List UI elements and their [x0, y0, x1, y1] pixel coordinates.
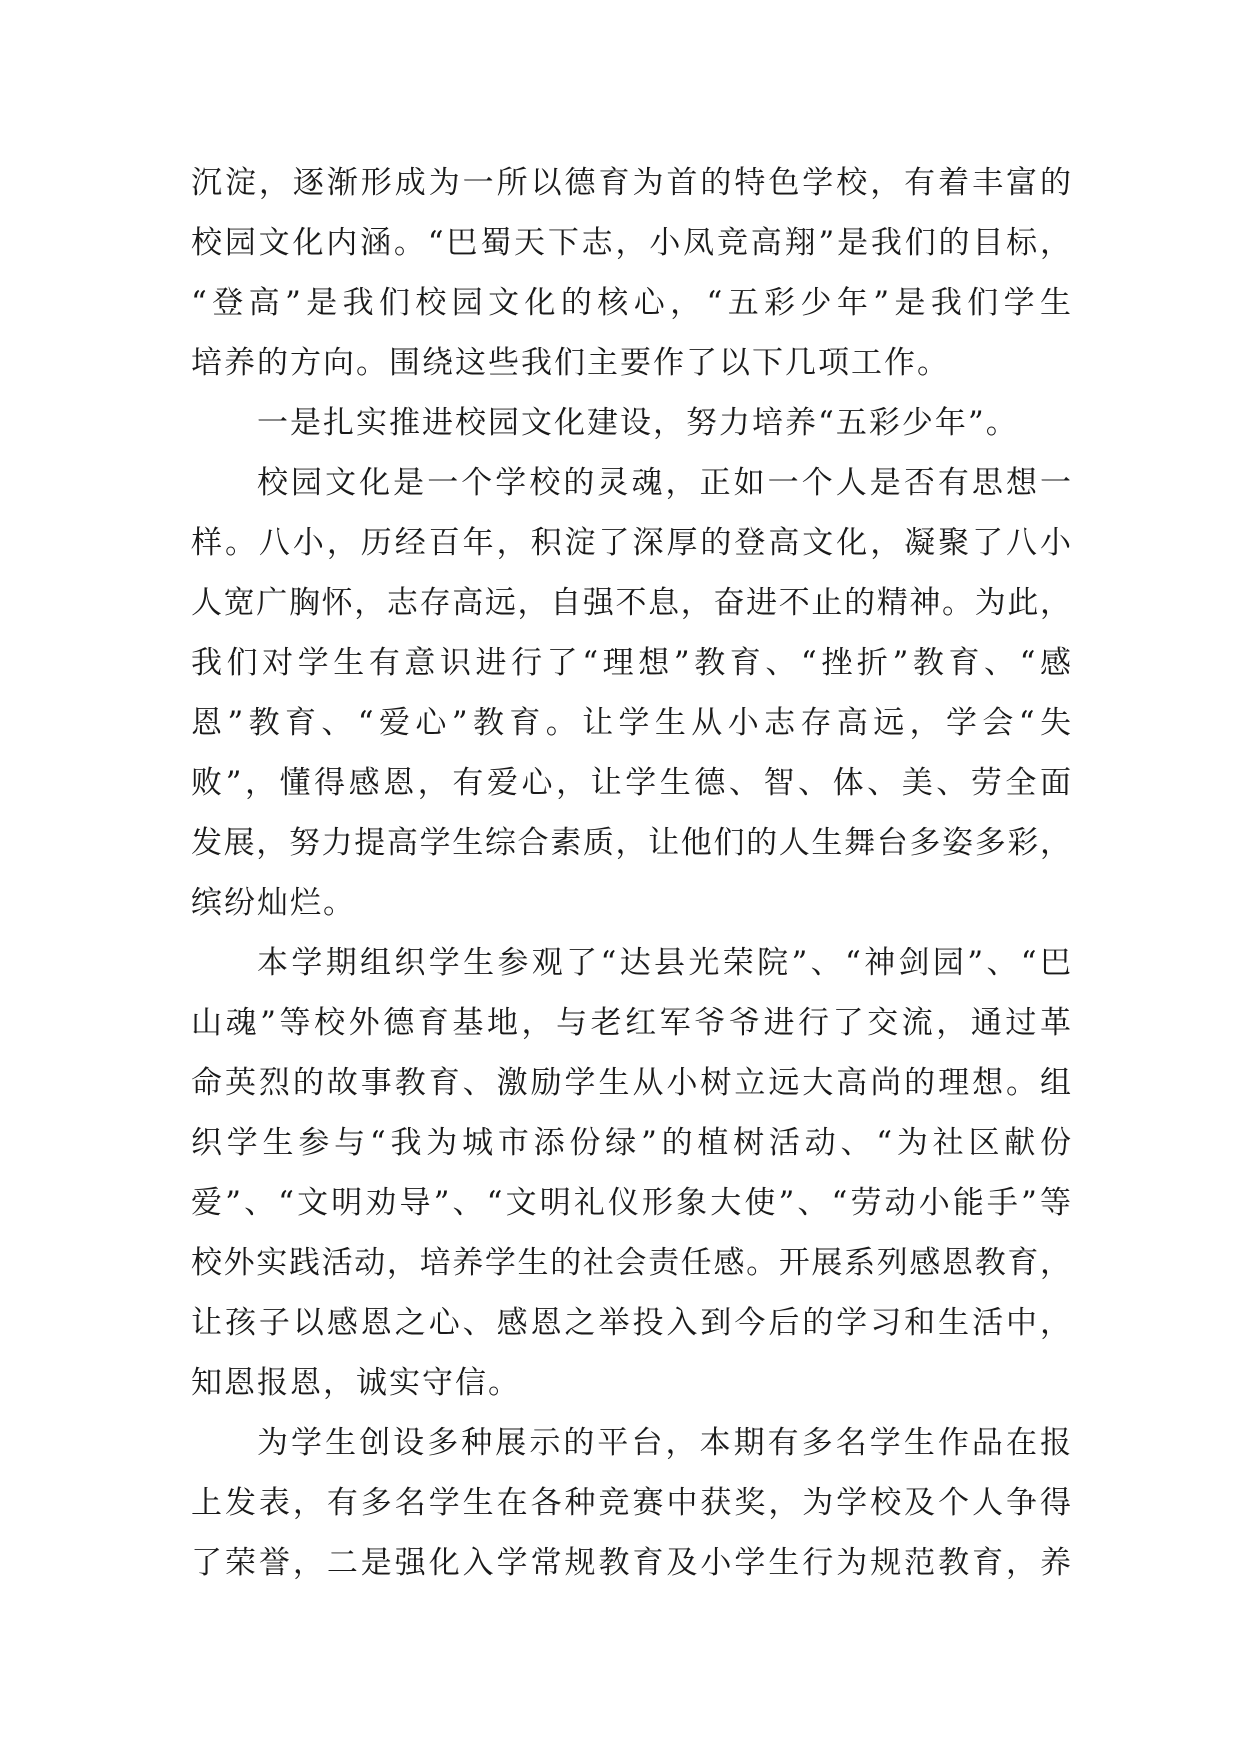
text-line: 缤纷灿烂。 [191, 885, 356, 921]
text-line: 爱”、“文明劝导”、“文明礼仪形象大使”、“劳动小能手”等 [191, 1185, 1071, 1221]
text-line: 了荣誉，二是强化入学常规教育及小学生行为规范教育，养 [191, 1545, 1071, 1581]
text-line: 知恩报恩，诚实守信。 [191, 1365, 521, 1401]
text-line: 校园文化内涵。“巴蜀天下志，小凤竞高翔”是我们的目标， [191, 225, 1071, 261]
text-line: 培养的方向。围绕这些我们主要作了以下几项工作。 [191, 345, 950, 381]
body-text [191, 153, 1091, 1593]
text-line: 山魂”等校外德育基地，与老红军爷爷进行了交流，通过革 [191, 1005, 1071, 1041]
text-line: 我们对学生有意识进行了“理想”教育、“挫折”教育、“感 [191, 645, 1071, 681]
text-line: 校外实践活动，培养学生的社会责任感。开展系列感恩教育， [191, 1245, 1071, 1281]
text-line: 人宽广胸怀，志存高远，自强不息，奋进不止的精神。为此， [191, 585, 1071, 621]
text-line: 上发表，有多名学生在各种竞赛中获奖，为学校及个人争得 [191, 1485, 1071, 1521]
text-line: 发展，努力提高学生综合素质，让他们的人生舞台多姿多彩， [191, 825, 1071, 861]
text-line: 败”，懂得感恩，有爱心，让学生德、智、体、美、劳全面 [191, 765, 1071, 801]
text-line: 织学生参与“我为城市添份绿”的植树活动、“为社区献份 [191, 1125, 1071, 1161]
text-line: 校园文化是一个学校的灵魂，正如一个人是否有思想一 [257, 465, 1071, 501]
text-line: 恩”教育、“爱心”教育。让学生从小志存高远，学会“失 [191, 705, 1071, 741]
text-line: 沉淀，逐渐形成为一所以德育为首的特色学校，有着丰富的 [191, 165, 1071, 201]
text-line: 为学生创设多种展示的平台，本期有多名学生作品在报 [257, 1425, 1071, 1461]
text-line: 命英烈的故事教育、激励学生从小树立远大高尚的理想。组 [191, 1065, 1071, 1101]
section-heading: 一是扎实推进校园文化建设，努力培养“五彩少年”。 [257, 405, 1019, 441]
text-line: “登高”是我们校园文化的核心，“五彩少年”是我们学生 [191, 285, 1071, 321]
text-line: 本学期组织学生参观了“达县光荣院”、“神剑园”、“巴 [257, 945, 1071, 981]
text-line: 让孩子以感恩之心、感恩之举投入到今后的学习和生活中， [191, 1305, 1071, 1341]
text-line: 样。八小，历经百年，积淀了深厚的登高文化，凝聚了八小 [191, 525, 1071, 561]
